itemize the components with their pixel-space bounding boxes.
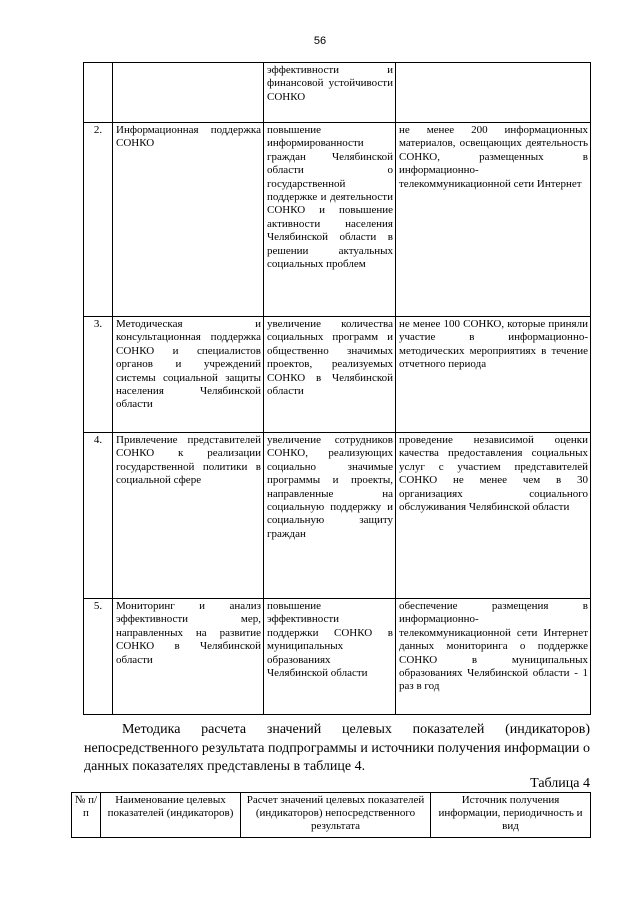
activity-goal: повышение эффективности поддержки СОНКО в муниципальных образованиях Челябинской области (264, 599, 396, 715)
row-number (84, 63, 113, 123)
row-number: 5. (84, 599, 113, 715)
activity-result (396, 63, 591, 123)
row-number: 3. (84, 317, 113, 433)
activity-name (113, 63, 264, 123)
activity-result: не менее 100 СОНКО, которые приняли участие в информационно-методических мероприятиях в течение отчетного периода (396, 317, 591, 433)
activity-goal: повышение информированности граждан Челябинской области о государственной поддержке и деятельности СОНКО и повышение активности населения Челябинской области в решении актуальных социальных проблем (264, 123, 396, 317)
activity-name: Мониторинг и анализ эффективности мер, направленных на развитие СОНКО в Челябинской области (113, 599, 264, 715)
activity-name: Информационная поддержка СОНКО (113, 123, 264, 317)
activity-goal: увеличение сотрудников СОНКО, реализующих социально значимые программы и проекты, направленные на социальную поддержку и социальную защиту граждан (264, 433, 396, 599)
activity-result: не менее 200 информационных материалов, освещающих деятельность СОНКО, размещенных в информационно-телекоммуникационной сети Интернет (396, 123, 591, 317)
row-number: 2. (84, 123, 113, 317)
page-number: 56 (313, 35, 327, 47)
activity-result: обеспечение размещения в информационно-телекоммуникационной сети Интернет данных мониторинга о поддержке СОНКО в муниципальных образованиях Челябинской области - 1 раз в год (396, 599, 591, 715)
activity-goal: увеличение количества социальных программ и общественно значимых проектов, реализуемых СОНКО в Челябинской области (264, 317, 396, 433)
row-number: 4. (84, 433, 113, 599)
table-row (84, 63, 591, 123)
table-header-row (72, 793, 591, 838)
activity-goal: эффективности и финансовой устойчивости СОНКО (264, 63, 396, 123)
table-row (84, 433, 591, 599)
header-calc: Расчет значений целевых показателей (индикаторов) непосредственного результата (241, 793, 431, 838)
header-num: № п/п (72, 793, 101, 838)
table-caption: Таблица 4 (530, 776, 590, 791)
intro-paragraph: Методика расчета значений целевых показателей (индикаторов) непосредственного результата подпрограммы и источники получения информации о данных показателях представлены в таблице 4. (84, 722, 590, 774)
header-name: Наименование целевых показателей (индикаторов) (101, 793, 241, 838)
activity-name: Привлечение представителей СОНКО к реализации государственной политики в социальной сфере (113, 433, 264, 599)
activity-result: проведение независимой оценки качества предоставления социальных услуг с участием представителей СОНКО не менее чем в 30 организациях социального обслуживания Челябинской области (396, 433, 591, 599)
header-source: Источник получения информации, периодичность и вид (431, 793, 591, 838)
table-row (84, 123, 591, 317)
activities-table (83, 62, 591, 715)
table-row (84, 599, 591, 715)
activity-name: Методическая и консультационная поддержка СОНКО и специалистов органов и учреждений системы социальной защиты населения Челябинской области (113, 317, 264, 433)
table-row (84, 317, 591, 433)
indicators-table (71, 792, 591, 838)
